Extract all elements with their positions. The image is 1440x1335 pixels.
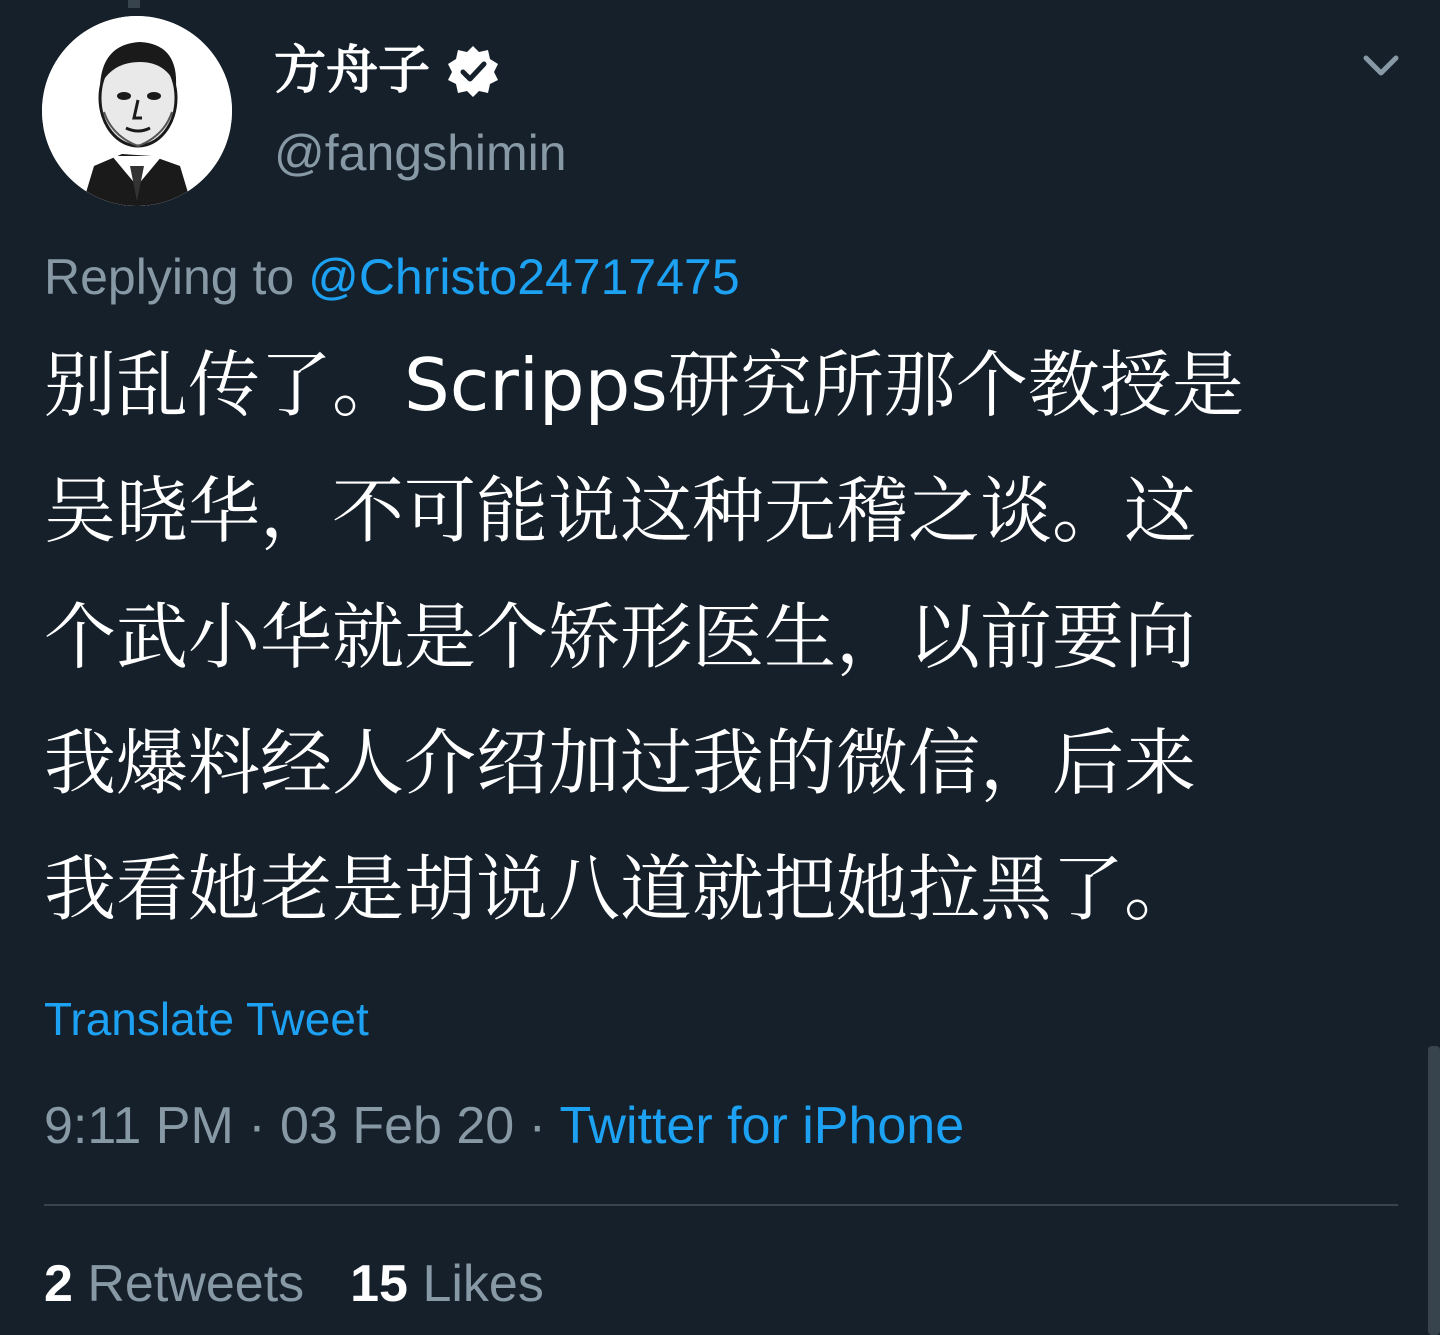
retweets-stat[interactable] xyxy=(44,1255,304,1313)
tweet-date[interactable]: 03 Feb 20 xyxy=(280,1097,515,1155)
tweet-text-line: 个武小华就是个矫形医生，以前要向 xyxy=(44,595,1197,679)
thread-connector-line xyxy=(128,0,140,8)
tweet-meta xyxy=(44,1098,964,1155)
likes-count: 15 xyxy=(350,1255,408,1313)
reply-to-mention-link[interactable]: @Christo24717475 xyxy=(308,249,740,305)
retweets-count: 2 xyxy=(44,1255,73,1313)
replying-to-label: Replying to xyxy=(44,249,295,305)
tweet-stats xyxy=(44,1256,544,1313)
meta-separator: · xyxy=(248,1097,266,1155)
likes-label: Likes xyxy=(422,1255,544,1313)
translate-tweet-link[interactable]: Translate Tweet xyxy=(44,993,369,1045)
tweet-text-line: 我看她老是胡说八道就把她拉黑了。 xyxy=(44,847,1197,931)
tweet-text-line: 我爆料经人介绍加过我的微信，后来 xyxy=(44,721,1197,805)
chevron-down-icon[interactable] xyxy=(1356,46,1406,86)
avatar-portrait-icon xyxy=(42,16,232,206)
author-name-row[interactable] xyxy=(274,36,500,106)
verified-badge-icon xyxy=(446,44,500,98)
likes-stat[interactable] xyxy=(350,1255,544,1313)
retweets-label: Retweets xyxy=(87,1255,305,1313)
tweet-text-line: 别乱传了。Scripps研究所那个教授是 xyxy=(44,343,1244,427)
tweet-text xyxy=(44,322,1384,952)
avatar[interactable] xyxy=(42,16,232,206)
tweet-time[interactable]: 9:11 PM xyxy=(44,1097,234,1155)
author-display-name[interactable]: 方舟子 xyxy=(274,42,431,100)
scrollbar[interactable] xyxy=(1428,1046,1440,1335)
replying-to-line xyxy=(44,250,740,305)
tweet-text-line: 吴晓华，不可能说这种无稽之谈。这 xyxy=(44,469,1197,553)
author-handle[interactable]: @fangshimin xyxy=(274,125,567,181)
meta-separator: · xyxy=(528,1097,546,1155)
tweet-source-link[interactable]: Twitter for iPhone xyxy=(559,1097,965,1155)
stats-divider xyxy=(44,1204,1398,1206)
